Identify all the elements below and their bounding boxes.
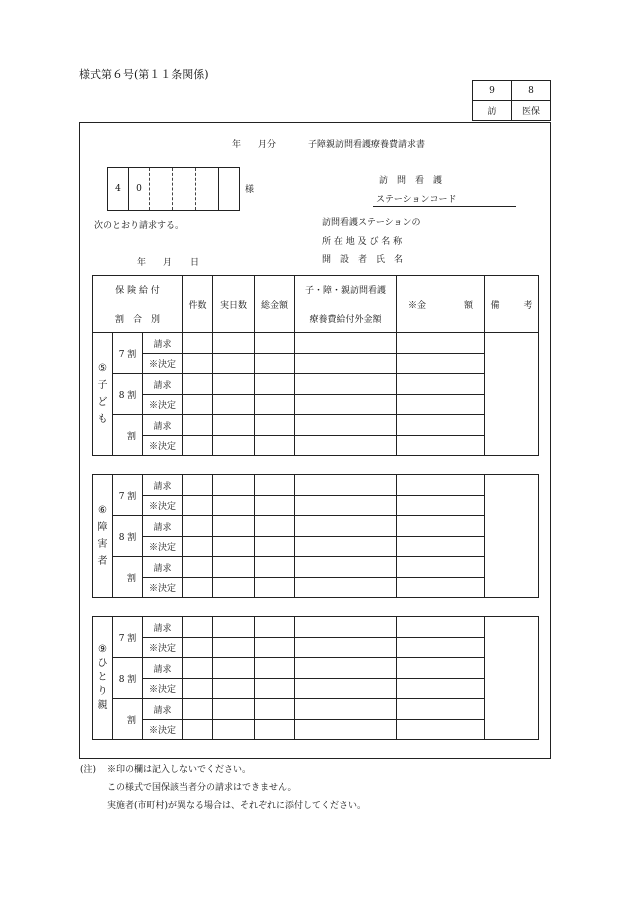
cell-total[interactable]	[255, 658, 295, 679]
rate-label: 7 割	[113, 617, 143, 658]
rate-label: 8 割	[113, 374, 143, 415]
cell-count[interactable]	[183, 395, 213, 415]
cell-count[interactable]	[183, 436, 213, 456]
addr-line1: 訪問看護ステーションの	[322, 218, 421, 228]
row-type-claim: 請求	[143, 475, 183, 496]
cell-total[interactable]	[255, 395, 295, 415]
code-box-cell: 9	[473, 81, 512, 101]
code-digit[interactable]: 4	[108, 168, 129, 211]
section-label	[93, 617, 113, 740]
section-label-char: ⑨	[98, 644, 107, 655]
cell-amount[interactable]	[397, 638, 485, 658]
cell-days[interactable]	[213, 354, 255, 374]
cell-days[interactable]	[213, 578, 255, 598]
cell-total[interactable]	[255, 516, 295, 537]
cell-count[interactable]	[183, 699, 213, 720]
cell-total[interactable]	[255, 699, 295, 720]
code-box-cell: 医保	[512, 101, 551, 121]
cell-days[interactable]	[213, 720, 255, 740]
cell-total[interactable]	[255, 415, 295, 436]
section-label-char: 親	[97, 700, 108, 711]
header-insurance-bottom: 割 合 別	[115, 315, 161, 325]
code-digit[interactable]	[173, 168, 196, 211]
cell-total[interactable]	[255, 354, 295, 374]
rate-label: 7 割	[113, 333, 143, 374]
claim-table-single-parent	[92, 616, 539, 740]
date-line-month[interactable]: 月	[163, 258, 173, 268]
station-line1: 訪 問 看 護	[379, 176, 443, 186]
cell-extra[interactable]	[295, 557, 397, 578]
cell-extra[interactable]	[295, 475, 397, 496]
row-type-claim: 請求	[143, 617, 183, 638]
section-label-char: 障	[97, 522, 108, 533]
cell-count[interactable]	[183, 354, 213, 374]
cell-count[interactable]	[183, 415, 213, 436]
row-type-decision: ※決定	[143, 578, 183, 598]
cell-amount[interactable]	[397, 537, 485, 557]
rate-label-text: 割	[126, 431, 136, 442]
section-label-char: 者	[97, 556, 108, 567]
cell-amount[interactable]	[397, 658, 485, 679]
row-type-decision: ※決定	[143, 496, 183, 516]
cell-amount[interactable]	[397, 436, 485, 456]
section-label-char: 害	[97, 539, 108, 550]
date-line-year[interactable]: 年	[137, 258, 147, 268]
row-type-decision: ※決定	[143, 354, 183, 374]
cell-days[interactable]	[213, 679, 255, 699]
header-amount-mark: ※金	[408, 300, 427, 311]
cell-total[interactable]	[255, 617, 295, 638]
cell-amount[interactable]	[397, 557, 485, 578]
row-type-claim: 請求	[143, 658, 183, 679]
cell-amount[interactable]	[397, 415, 485, 436]
cell-amount[interactable]	[397, 374, 485, 395]
cell-extra[interactable]	[295, 658, 397, 679]
cell-count[interactable]	[183, 496, 213, 516]
cell-amount[interactable]	[397, 516, 485, 537]
cell-total[interactable]	[255, 578, 295, 598]
cell-days[interactable]	[213, 699, 255, 720]
cell-days[interactable]	[213, 638, 255, 658]
code-digit[interactable]	[219, 168, 240, 211]
cell-extra[interactable]	[295, 679, 397, 699]
cell-total[interactable]	[255, 374, 295, 395]
note-line: 実施者(市町村)が異なる場合は、それぞれに添付してください。	[107, 801, 367, 811]
cell-count[interactable]	[183, 333, 213, 354]
note-line: ※印の欄は記入しないでください。	[107, 765, 252, 775]
cell-count[interactable]	[183, 720, 213, 740]
header-insurance-top: 保 険 給 付	[115, 286, 160, 296]
section-label-char: 子	[97, 380, 108, 391]
claim-table-children	[92, 275, 539, 456]
header-extra	[295, 276, 397, 333]
header-count: 件数	[183, 276, 213, 333]
cell-amount[interactable]	[397, 617, 485, 638]
row-type-claim: 請求	[143, 374, 183, 395]
cell-extra[interactable]	[295, 496, 397, 516]
cell-days[interactable]	[213, 374, 255, 395]
row-type-decision: ※決定	[143, 436, 183, 456]
section-label-char: も	[97, 414, 108, 425]
section-label-char: り	[97, 686, 108, 697]
header-amount	[397, 276, 485, 333]
rate-label	[113, 557, 143, 598]
cell-extra[interactable]	[295, 395, 397, 415]
section-label-char: ど	[97, 397, 108, 408]
addr-line3: 開 設 者 氏 名	[322, 255, 404, 265]
cell-total[interactable]	[255, 557, 295, 578]
cell-days[interactable]	[213, 395, 255, 415]
cell-count[interactable]	[183, 617, 213, 638]
cell-total[interactable]	[255, 475, 295, 496]
row-type-decision: ※決定	[143, 720, 183, 740]
rate-label: 8 割	[113, 658, 143, 699]
honorific: 様	[245, 185, 255, 195]
section-label-char: ひ	[97, 658, 108, 669]
date-month[interactable]: 月分	[258, 140, 277, 150]
cell-extra[interactable]	[295, 436, 397, 456]
section-label-char: と	[97, 672, 108, 683]
station-code-underline[interactable]	[373, 206, 516, 207]
cell-count[interactable]	[183, 638, 213, 658]
cell-extra[interactable]	[295, 617, 397, 638]
date-line-day[interactable]: 日	[190, 258, 200, 268]
cell-days[interactable]	[213, 415, 255, 436]
cell-total[interactable]	[255, 537, 295, 557]
cell-remarks[interactable]	[485, 475, 539, 598]
header-extra-top: 子・障・親訪問看護	[305, 286, 387, 296]
header-extra-bottom: 療養費給付外金額	[309, 315, 382, 325]
cell-days[interactable]	[213, 537, 255, 557]
row-type-claim: 請求	[143, 516, 183, 537]
cell-total[interactable]	[255, 436, 295, 456]
row-type-claim: 請求	[143, 557, 183, 578]
cell-extra[interactable]	[295, 699, 397, 720]
cell-total[interactable]	[255, 679, 295, 699]
header-remarks-a: 備	[490, 300, 500, 311]
cell-count[interactable]	[183, 679, 213, 699]
cell-amount[interactable]	[397, 679, 485, 699]
cell-total[interactable]	[255, 333, 295, 354]
cell-extra[interactable]	[295, 374, 397, 395]
cell-extra[interactable]	[295, 578, 397, 598]
header-days: 実日数	[213, 276, 255, 333]
cell-count[interactable]	[183, 557, 213, 578]
notes-prefix: (注)	[80, 765, 97, 775]
row-type-claim: 請求	[143, 333, 183, 354]
cell-remarks[interactable]	[485, 617, 539, 740]
cell-amount[interactable]	[397, 333, 485, 354]
code-box-cell: 訪	[473, 101, 512, 121]
cell-amount[interactable]	[397, 720, 485, 740]
cell-total[interactable]	[255, 720, 295, 740]
claim-table-disabled	[92, 474, 539, 598]
code-box-cell: 8	[512, 81, 551, 101]
code-digit[interactable]: 0	[129, 168, 150, 211]
header-remarks-b: 考	[523, 300, 533, 311]
code-digit[interactable]	[150, 168, 173, 211]
cell-count[interactable]	[183, 374, 213, 395]
cell-days[interactable]	[213, 658, 255, 679]
cell-amount[interactable]	[397, 475, 485, 496]
row-type-claim: 請求	[143, 699, 183, 720]
rate-label-text: 割	[126, 573, 136, 584]
row-type-decision: ※決定	[143, 537, 183, 557]
row-type-decision: ※決定	[143, 395, 183, 415]
rate-label: 8 割	[113, 516, 143, 557]
section-label	[93, 333, 113, 456]
cell-remarks[interactable]	[485, 333, 539, 456]
cell-extra[interactable]	[295, 333, 397, 354]
cell-days[interactable]	[213, 557, 255, 578]
code-box	[472, 80, 551, 121]
rate-label	[113, 699, 143, 740]
cell-days[interactable]	[213, 617, 255, 638]
cell-extra[interactable]	[295, 638, 397, 658]
cell-days[interactable]	[213, 436, 255, 456]
date-year[interactable]: 年	[232, 140, 242, 150]
cell-count[interactable]	[183, 537, 213, 557]
cell-total[interactable]	[255, 496, 295, 516]
header-remarks	[485, 276, 539, 333]
form-label: 様式第６号(第１１条関係)	[79, 68, 209, 81]
section-label-char: ⑥	[98, 505, 107, 516]
cell-extra[interactable]	[295, 415, 397, 436]
note-line: この様式で国保該当者分の請求はできません。	[107, 783, 297, 793]
cell-count[interactable]	[183, 658, 213, 679]
section-label-char: ⑤	[98, 363, 107, 374]
page-title: 子障親訪問看護療養費請求書	[308, 140, 426, 150]
cell-count[interactable]	[183, 578, 213, 598]
rate-label-text: 割	[126, 715, 136, 726]
cell-days[interactable]	[213, 496, 255, 516]
cell-amount[interactable]	[397, 354, 485, 374]
cell-amount[interactable]	[397, 578, 485, 598]
cell-days[interactable]	[213, 475, 255, 496]
row-type-decision: ※決定	[143, 638, 183, 658]
request-text: 次のとおり請求する。	[94, 221, 185, 231]
section-label	[93, 475, 113, 598]
cell-days[interactable]	[213, 516, 255, 537]
header-insurance	[93, 276, 183, 333]
code-digit-box[interactable]	[107, 167, 240, 211]
cell-extra[interactable]	[295, 354, 397, 374]
cell-amount[interactable]	[397, 699, 485, 720]
station-code-label: ステーションコード	[376, 195, 457, 205]
cell-extra[interactable]	[295, 516, 397, 537]
rate-label: 7 割	[113, 475, 143, 516]
cell-amount[interactable]	[397, 496, 485, 516]
code-digit[interactable]	[196, 168, 219, 211]
cell-amount[interactable]	[397, 395, 485, 415]
row-type-claim: 請求	[143, 415, 183, 436]
cell-extra[interactable]	[295, 537, 397, 557]
cell-extra[interactable]	[295, 720, 397, 740]
cell-count[interactable]	[183, 516, 213, 537]
row-type-decision: ※決定	[143, 679, 183, 699]
header-total: 総金額	[255, 276, 295, 333]
cell-days[interactable]	[213, 333, 255, 354]
rate-label	[113, 415, 143, 456]
cell-count[interactable]	[183, 475, 213, 496]
cell-total[interactable]	[255, 638, 295, 658]
addr-line2: 所 在 地 及 び 名 称	[322, 237, 403, 247]
header-amount-label: 額	[464, 300, 474, 311]
